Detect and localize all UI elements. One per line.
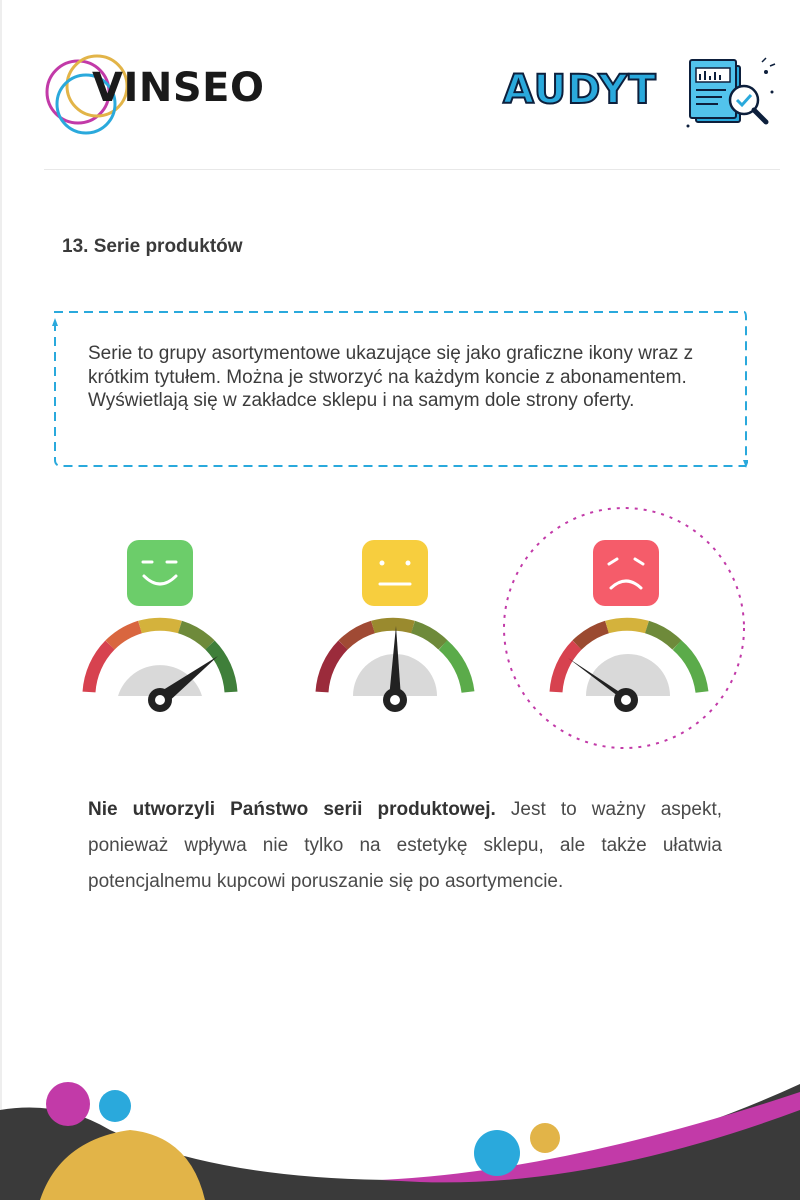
gauges-svg [0, 500, 800, 760]
blue-bubble [474, 1130, 520, 1176]
brand-name: VINSEO [92, 65, 265, 111]
section-title: 13. Serie produktów [62, 236, 243, 257]
verdict-text [88, 792, 722, 900]
footer-decoration [0, 1070, 800, 1200]
gauge-happy [89, 540, 231, 712]
happy-face-icon [127, 540, 193, 606]
sad-face-icon [593, 540, 659, 606]
verdict-rest: Jest to ważny aspekt, ponieważ wpływa nie tylko na estetykę sklepu, ale także ułatwia potencjalnemu kupcowi poruszanie się po asortymencie. [88, 799, 722, 892]
info-text: Serie to grupy asortymentowe ukazujące się jako graficzne ikony wraz z krótkim tytułem. Można je stworzyć na każdym koncie z abonamentem. Wyświetlają się w zakładce sklepu i na samym dole strony oferty. [88, 343, 694, 411]
arrow-up-icon [52, 318, 58, 326]
gauge-neutral [322, 540, 468, 712]
gold-bubble [530, 1123, 560, 1153]
blue-dot [99, 1090, 131, 1122]
gauge-sad [556, 540, 702, 712]
verdict-bold: Nie utworzyli Państwo serii produktowej. [88, 799, 496, 820]
magenta-dot [46, 1082, 90, 1126]
mood-gauges [0, 500, 800, 760]
info-box [52, 310, 748, 470]
neutral-face-icon [362, 540, 428, 606]
header-divider [44, 169, 780, 170]
audit-label: AUDYT [503, 67, 657, 113]
audit-report-icon [682, 52, 782, 132]
